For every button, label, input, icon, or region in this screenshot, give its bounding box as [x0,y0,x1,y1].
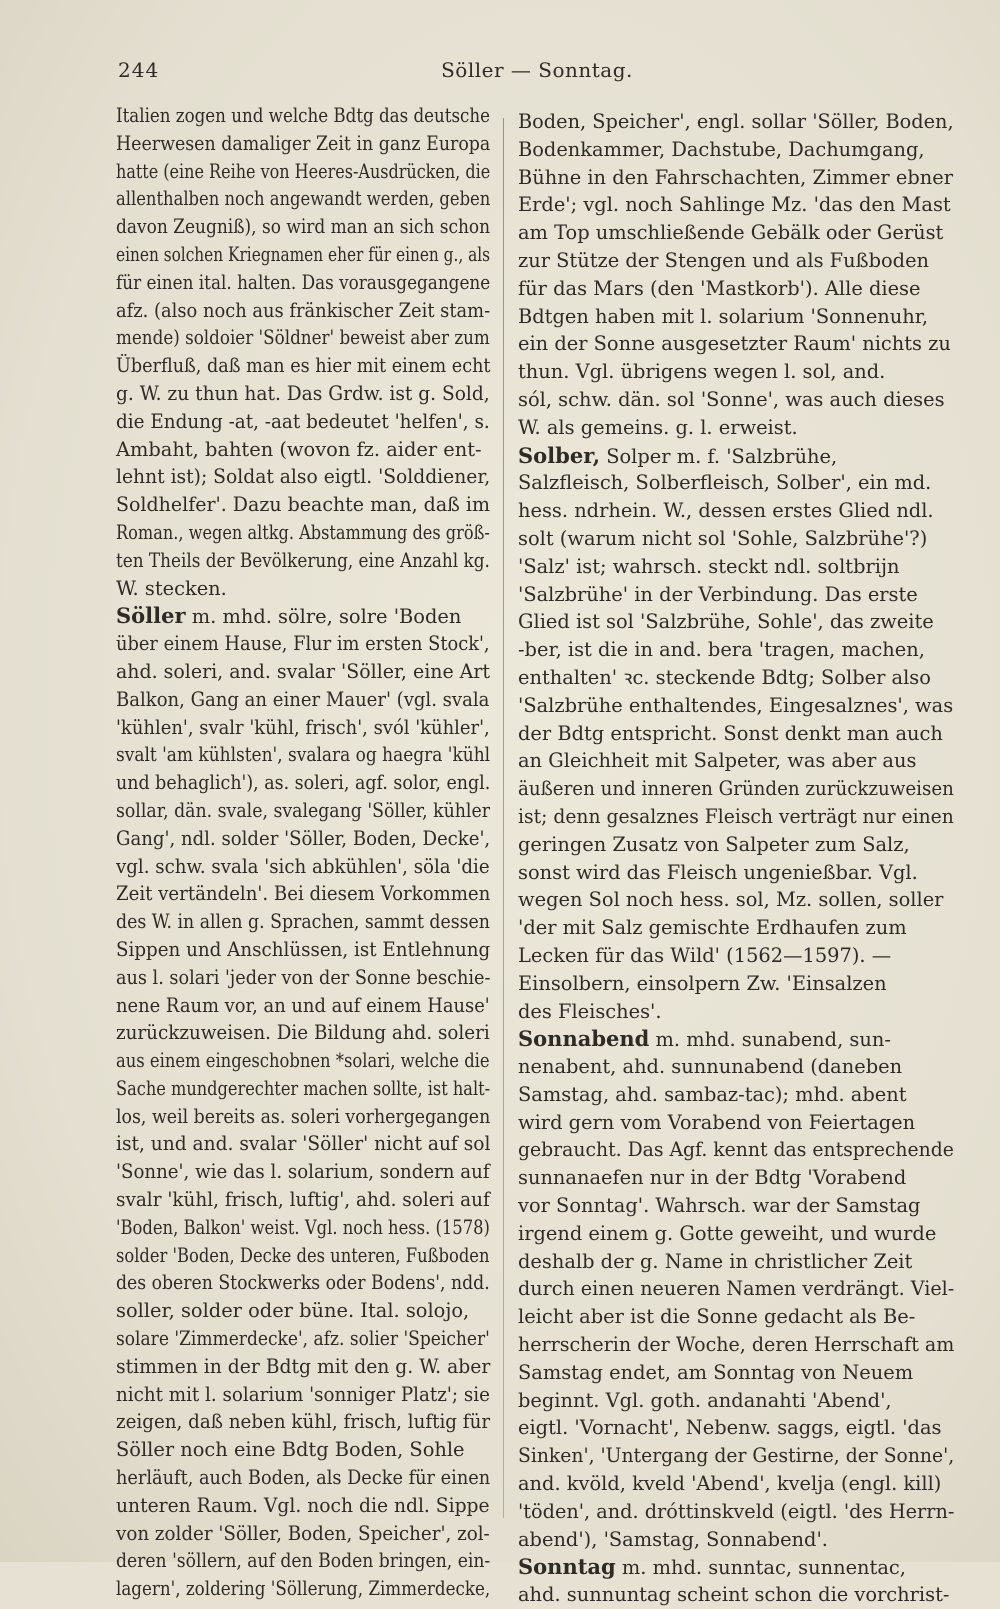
line-text: Sippen und Anschlüssen, ist Entlehnung [116,937,491,961]
line-text: Salzfleisch, Solberfleisch, Solber', ein md. [518,471,932,495]
line-text: g. W. zu thun hat. Das Grdw. ist g. Sold, [116,381,490,405]
text-line [518,1331,955,1359]
line-text: einen solchen Kriegnamen eher für einen g., als [116,242,491,266]
line-text: m. mhd. sunabend, sun- [649,1028,891,1052]
line-text: gebraucht. Das Agf. kennt das entsprechende [518,1138,954,1162]
text-line [518,1081,954,1109]
text-line [518,469,954,497]
line-text: los, weil bereits as. soleri vorhergegangen [116,1104,491,1128]
line-text: ist, und and. svalar 'Söller' nicht auf sol [116,1132,491,1156]
line-text: von zolder 'Söller, Boden, Speicher', zol- [116,1521,490,1545]
text-line [518,553,954,581]
line-text: 'Salzbrühe enthaltendes, Eingesalznes', was [518,693,954,717]
line-text: solder 'Boden, Decke des unteren, Fußboden [116,1243,490,1267]
text-line [116,1381,490,1409]
text-line [518,442,954,470]
text-line [116,213,491,241]
line-text: leicht aber ist die Sonne gedacht als Be- [518,1305,916,1329]
text-line [116,797,490,825]
line-text: Lecken für das Wild' (1562—1597). — [518,943,892,967]
line-text: soller, solder oder büne. Ital. solojo, [116,1299,470,1323]
text-line [518,747,954,775]
text-line [518,219,954,247]
text-line [116,158,491,186]
page-header [118,58,956,92]
text-line [116,1158,490,1186]
text-line [518,1359,954,1387]
text-line [518,1025,954,1053]
text-line [116,714,490,742]
text-line [518,358,954,386]
text-line [116,992,490,1020]
text-line [518,1248,954,1276]
line-text: Soldhelfer'. Dazu beachte man, daß im [116,493,490,517]
line-text: sollar, dän. svale, svalegang 'Söller, kühler [116,798,490,822]
line-text: W. stecken. [116,576,227,600]
text-line [116,964,491,992]
text-line [116,908,490,936]
text-line [518,1526,954,1554]
text-line [518,581,954,609]
text-line [116,880,491,908]
line-text: an Gleichheit mit Salpeter, was aber aus [518,749,917,773]
line-text: eigtl. 'Vornacht', Nebenw. saggs, eigtl. 'das [518,1416,942,1440]
text-line [116,297,491,325]
line-text: lehnt ist); Soldat also eigtl. 'Solddiener, [116,465,491,489]
text-line [518,1498,955,1526]
line-text: für das Mars (den 'Mastkorb'). Alle diese [518,276,921,300]
line-text: des oberen Stockwerks oder Bodens', ndd. [116,1271,490,1295]
column-divider [503,118,504,1518]
left-column [116,102,490,1603]
line-text: m. mhd. sölre, solre 'Boden [185,605,462,629]
line-text: unteren Raum. Vgl. noch die ndl. Sippe [116,1493,490,1517]
line-text: 'Salz' ist; wahrsch. steckt ndl. soltbrijn [518,554,900,578]
line-text: nicht mit l. solarium 'sonniger Platz'; sie [116,1382,490,1406]
line-text: davon Zeugniß), so wird man an sich schon [116,215,491,239]
text-line [518,1581,954,1609]
line-text: lagern', zoldering 'Söllerung, Zimmerdecke, [116,1577,491,1601]
line-text: 'töden', and. dróttinskveld (eigtl. 'des Herrn- [518,1499,955,1523]
line-text: beginnt. Vgl. goth. andanahti 'Abend', [518,1388,892,1412]
line-text: vor Sonntag'. Wahrsch. war der Samstag [518,1194,921,1218]
text-line [116,1325,490,1353]
line-text: am Top umschließende Gebälk oder Gerüst [518,221,944,245]
text-line [116,102,490,130]
text-line [518,636,954,664]
line-text: allenthalben noch angewandt werden, geben [116,187,491,211]
text-line [518,1442,955,1470]
entry-headword: Söller [116,603,186,629]
line-text: des W. in allen g. Sprachen, sammt dessen [116,910,490,934]
text-line [116,1242,490,1270]
text-line [518,497,954,525]
text-line [116,769,491,797]
text-line [116,130,491,158]
line-text: zurückzuweisen. Die Bildung ahd. soleri [116,1021,490,1045]
text-line [518,1220,954,1248]
line-text: Roman., wegen altkg. Abstammung des größ- [116,520,490,544]
line-text: des Fleisches'. [518,999,662,1023]
line-text: Erde'; vgl. noch Sahlinge Mz. 'das den Mast [518,193,951,217]
line-text: deren 'söllern, auf den Boden bringen, ein- [116,1549,491,1573]
text-line [518,1303,954,1331]
line-text: sonst wird das Fleisch ungenießbar. Vgl. [518,860,918,884]
line-text: wird gern vom Vorabend von Feiertagen [518,1110,916,1134]
text-line [116,1492,490,1520]
text-line [116,1186,490,1214]
line-text: aus einem eingeschobnen *solari, welche die [116,1049,490,1073]
line-text: sunnanaefen nur in der Bdtg 'Vorabend [518,1166,907,1190]
line-text: Bdtgen haben mit l. solarium 'Sonnenuhr, [518,304,929,328]
line-text: Heerwesen damaliger Zeit in ganz Europa [116,131,491,155]
text-line [116,1214,490,1242]
text-line [518,886,954,914]
line-text: Zeit vertändeln'. Bei diesem Vorkommen [116,882,491,906]
line-text: afz. (also noch aus fränkischer Zeit stam- [116,298,491,322]
line-text: sól, schw. dän. sol 'Sonne', was auch dieses [518,387,945,411]
entry-headword: Sonnabend [518,1026,650,1052]
text-line [518,1470,954,1498]
text-line [116,241,491,269]
text-line [518,303,954,331]
line-text: 'Sonne', wie das l. solarium, sondern auf [116,1160,490,1184]
text-line [518,720,954,748]
entry-headword: Sonntag [518,1554,616,1580]
line-text: Bühne in den Fahrschachten, Zimmer ebner [518,165,953,189]
line-text: Überfluß, daß man es hier mit einem echt [116,354,491,378]
text-line [518,1053,954,1081]
line-text: Sinken', 'Untergang der Gestirne, der Sonne', [518,1444,955,1468]
text-line [518,1275,955,1303]
line-text: thun. Vgl. übrigens wegen l. sol, and. [518,360,886,384]
text-line [116,463,491,491]
text-line [518,970,954,998]
line-text: mende) soldoier 'Söldner' beweist aber zum [116,326,490,350]
line-text: Italien zogen und welche Bdtg das deutsche [116,104,490,127]
text-line [518,247,954,275]
text-line [116,1353,491,1381]
line-text: abend'), 'Samstag, Sonnabend'. [518,1527,828,1551]
text-line [518,1136,954,1164]
line-text: wegen Sol noch hess. sol, Mz. sollen, soller [518,888,944,912]
line-text: Samstag endet, am Sonntag von Neuem [518,1360,914,1384]
text-line [116,1047,490,1075]
line-text: die Endung -at, -aat bedeutet 'helfen', s. [116,409,490,433]
text-line [116,1436,490,1464]
line-text: 'kühlen', svalr 'kühl, frisch', svól 'kühler', [116,715,490,739]
text-line [116,853,490,881]
line-text: ahd. sunnuntag scheint schon die vorchrist- [518,1583,950,1607]
running-title: Söller — Sonntag. [441,58,633,82]
text-line [116,686,490,714]
text-line [116,408,490,436]
line-text: 'Salzbrühe' in der Verbindung. Das erste [518,582,918,606]
line-text: für einen ital. halten. Das vorausgegangene [116,270,491,294]
line-text: solt (warum nicht sol 'Sohle, Salzbrühe'?) [518,526,928,550]
text-line [116,1575,491,1603]
line-text: W. als gemeins. g. l. erweist. [518,415,798,439]
text-line [518,1387,954,1415]
line-text: ein der Sonne ausgesetzter Raum' nichts zu [518,332,951,356]
line-text: solare 'Zimmerdecke', afz. solier 'Speicher' [116,1327,490,1351]
text-line [518,136,954,164]
line-text: Sache mundgerechter machen sollte, ist halt- [116,1076,491,1100]
text-line [518,998,954,1026]
line-text: Solper m. f. 'Salzbrühe, [600,444,838,468]
line-text: enthalten' ꝛc. steckende Bdtg; Solber also [518,665,931,689]
line-text: zeigen, daß neben kühl, frisch, luftig für [116,1410,491,1434]
line-text: irgend einem g. Gotte geweiht, und wurde [518,1221,937,1245]
entry-headword: Solber, [518,442,601,468]
text-line [116,1408,491,1436]
text-line [116,1269,490,1297]
text-line [116,519,490,547]
text-line [518,942,954,970]
line-text: Gang', ndl. solder 'Söller, Boden, Decke', [116,826,491,850]
text-line [518,275,954,303]
line-text: Samstag, ahd. sambaz-tac); mhd. abent [518,1082,907,1106]
line-text: nenabent, ahd. sunnunabend (daneben [518,1055,903,1079]
line-text: and. kvöld, kveld 'Abend', kvelja (engl. kill) [518,1472,942,1496]
line-text: 'Boden, Balkon' weist. Vgl. noch hess. (1578) [116,1215,490,1239]
line-text: m. mhd. sunntac, sunnentac, [615,1556,906,1580]
text-line [116,547,490,575]
right-column [518,108,954,1609]
line-text: herläuft, auch Boden, als Decke für einen [116,1466,491,1490]
text-line [116,1520,490,1548]
text-line [116,602,490,630]
line-text: durch einen neueren Namen verdrängt. Viel- [518,1277,955,1301]
text-line [116,630,490,658]
text-line [116,1297,490,1325]
text-line [116,491,490,519]
text-line [518,914,954,942]
line-text: deshalb der g. Name in christlicher Zeit [518,1249,913,1273]
line-text: stimmen in der Bdtg mit den g. W. aber [116,1354,491,1378]
text-line [518,1414,954,1442]
text-line [116,1547,491,1575]
text-line [518,386,954,414]
line-text: zur Stütze der Stengen und als Fußboden [518,248,930,272]
line-text: Balkon, Gang an einer Mauer' (vgl. svala [116,687,490,711]
text-line [518,330,954,358]
text-line [116,352,491,380]
line-text: Einsolbern, einsolpern Zw. 'Einsalzen [518,971,887,995]
text-line [518,775,954,803]
text-line [518,692,954,720]
line-text: äußeren und inneren Gründen zurückzuweisen [518,777,954,801]
text-line [518,525,954,553]
text-line [116,741,491,769]
text-line [518,1164,954,1192]
text-line [116,658,491,686]
line-text: ahd. soleri, and. svalar 'Söller, eine Art [116,659,491,683]
text-line [116,936,491,964]
line-text: hatte (eine Reihe von Heeres-Ausdrücken, die [116,159,491,183]
text-line [518,1192,954,1220]
line-text: geringen Zusatz von Salpeter zum Salz, [518,832,910,856]
text-line [116,1103,491,1131]
text-line [518,859,954,887]
line-text: über einem Hause, Flur im ersten Stock', [116,632,490,656]
text-line [116,575,490,603]
line-text: ist; denn gesalznes Fleisch verträgt nur einen [518,804,954,828]
text-line [518,608,954,636]
line-text: vgl. schw. svala 'sich abkühlen', söla 'die [116,854,490,878]
line-text: herrscherin der Woche, deren Herrschaft am [518,1333,955,1357]
line-text: der Bdtg entspricht. Sonst denkt man auch [518,721,943,745]
text-line [518,164,954,192]
line-text: Ambaht, bahten (wovon fz. aider ent- [116,437,482,461]
text-line [518,1109,954,1137]
text-line [116,1075,491,1103]
text-line [116,324,490,352]
text-line [518,108,952,136]
text-line [116,380,490,408]
text-line [518,414,954,442]
line-text: svalt 'am kühlsten', svalara og haegra 'kühl [116,743,491,767]
page-number: 244 [118,58,160,82]
line-text: Söller noch eine Bdtg Boden, Sohle [116,1438,465,1462]
line-text: nene Raum vor, an und auf einem Hause' [116,993,490,1017]
text-line [116,269,491,297]
line-text: Bodenkammer, Dachstube, Dachumgang, [518,137,925,161]
line-text: ten Theils der Bevölkerung, eine Anzahl kg. [116,548,490,572]
text-line [116,436,490,464]
text-line [116,825,491,853]
line-text: aus l. solari 'jeder von der Sonne beschie- [116,965,491,989]
text-line [518,803,954,831]
text-line [116,1019,490,1047]
line-text: -ber, ist die in and. bera 'tragen, machen, [518,638,925,662]
text-line [116,185,491,213]
line-text: hess. ndrhein. W., dessen erstes Glied ndl. [518,499,934,523]
text-line [116,1464,491,1492]
line-text: svalr 'kühl, frisch, luftig', ahd. soleri auf [116,1188,490,1212]
line-text: Glied ist sol 'Salzbrühe, Sohle', das zweite [518,610,934,634]
line-text: Boden, Speicher', engl. sollar 'Söller, Boden, [518,110,954,133]
text-line [518,1553,954,1581]
line-text: 'der mit Salz gemischte Erdhaufen zum [518,916,907,940]
line-text: und behaglich'), as. soleri, agf. solor, engl. [116,771,491,795]
text-line [116,1130,491,1158]
text-line [518,664,954,692]
text-line [518,191,954,219]
text-line [518,831,954,859]
